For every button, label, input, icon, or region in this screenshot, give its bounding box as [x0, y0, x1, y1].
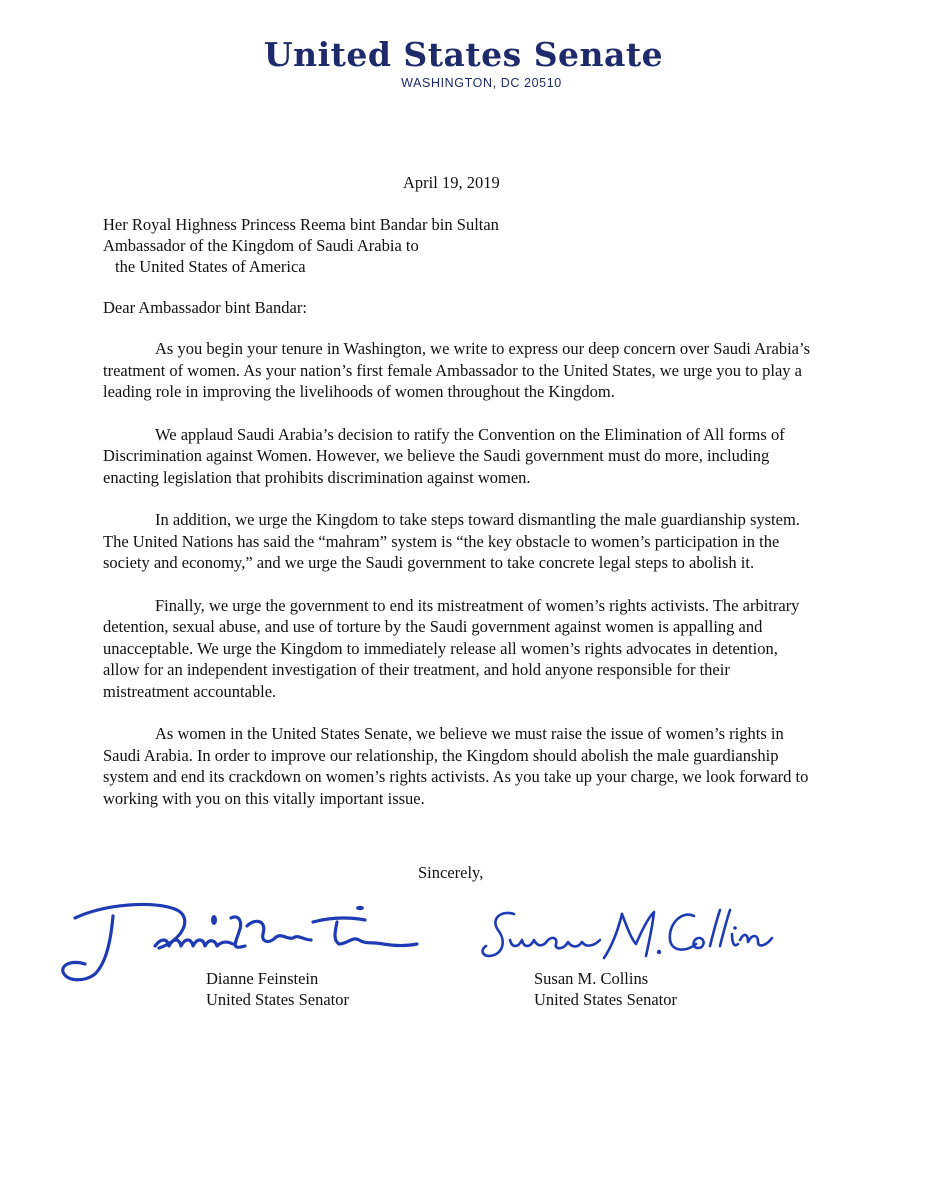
recipient-line: the United States of America	[115, 257, 306, 276]
body-paragraph: Finally, we urge the government to end its mistreatment of women’s rights activists. The arbitrary detention, sexual abuse, and use of torture by the Saudi government against women is appalling and unacceptable. We urge the Kingdom to immediately release all women’s rights advocates in detention, allow for an independent investigation of their treatment, and hold anyone responsible for their mistreatment accountable.	[103, 595, 800, 701]
signature-collins	[476, 900, 776, 972]
signatory-block-feinstein	[206, 968, 349, 1010]
recipient-line: Ambassador of the Kingdom of Saudi Arabia to	[103, 236, 419, 255]
letterhead-address: WASHINGTON, DC 20510	[401, 76, 562, 90]
letterhead	[0, 36, 927, 91]
body-paragraph: We applaud Saudi Arabia’s decision to ratify the Convention on the Elimination of All forms of Discrimination against Women. However, we believe the Saudi government must do more, including enacting legislation that prohibits discrimination against women.	[103, 424, 785, 487]
closing: Sincerely,	[418, 863, 484, 882]
signatory-name: Susan M. Collins	[534, 969, 649, 988]
recipient-line: Her Royal Highness Princess Reema bint Bandar bin Sultan	[103, 215, 499, 234]
signatory-title: United States Senator	[206, 990, 349, 1009]
recipient-block	[103, 214, 499, 277]
letter-body	[103, 338, 818, 830]
signatory-block-collins	[534, 968, 677, 1010]
body-paragraph: In addition, we urge the Kingdom to take steps toward dismantling the male guardianship system. The United Nations has said the “mahram” system is “the key obstacle to women’s participation in the society and economy,” and we urge the Saudi government to take concrete legal steps to abolish it.	[103, 510, 800, 572]
letter-date: April 19, 2019	[403, 173, 500, 192]
salutation: Dear Ambassador bint Bandar:	[103, 298, 307, 317]
signatory-name: Dianne Feinstein	[206, 969, 319, 988]
body-paragraph: As women in the United States Senate, we believe we must raise the issue of women’s rights in Saudi Arabia. In order to improve our relationship, the Kingdom should abolish the male guardianship system and end its crackdown on women’s rights activists. As you take up your charge, we look forward to working with you on this vitally important issue.	[103, 724, 809, 808]
signatory-title: United States Senator	[534, 990, 677, 1009]
body-paragraph: As you begin your tenure in Washington, we write to express our deep concern over Saudi Arabia’s treatment of women. As your nation’s first female Ambassador to the United States, we urge you to play a leading role in improving the livelihoods of women throughout the Kingdom.	[103, 339, 810, 401]
letterhead-title: United States Senate	[263, 35, 664, 74]
